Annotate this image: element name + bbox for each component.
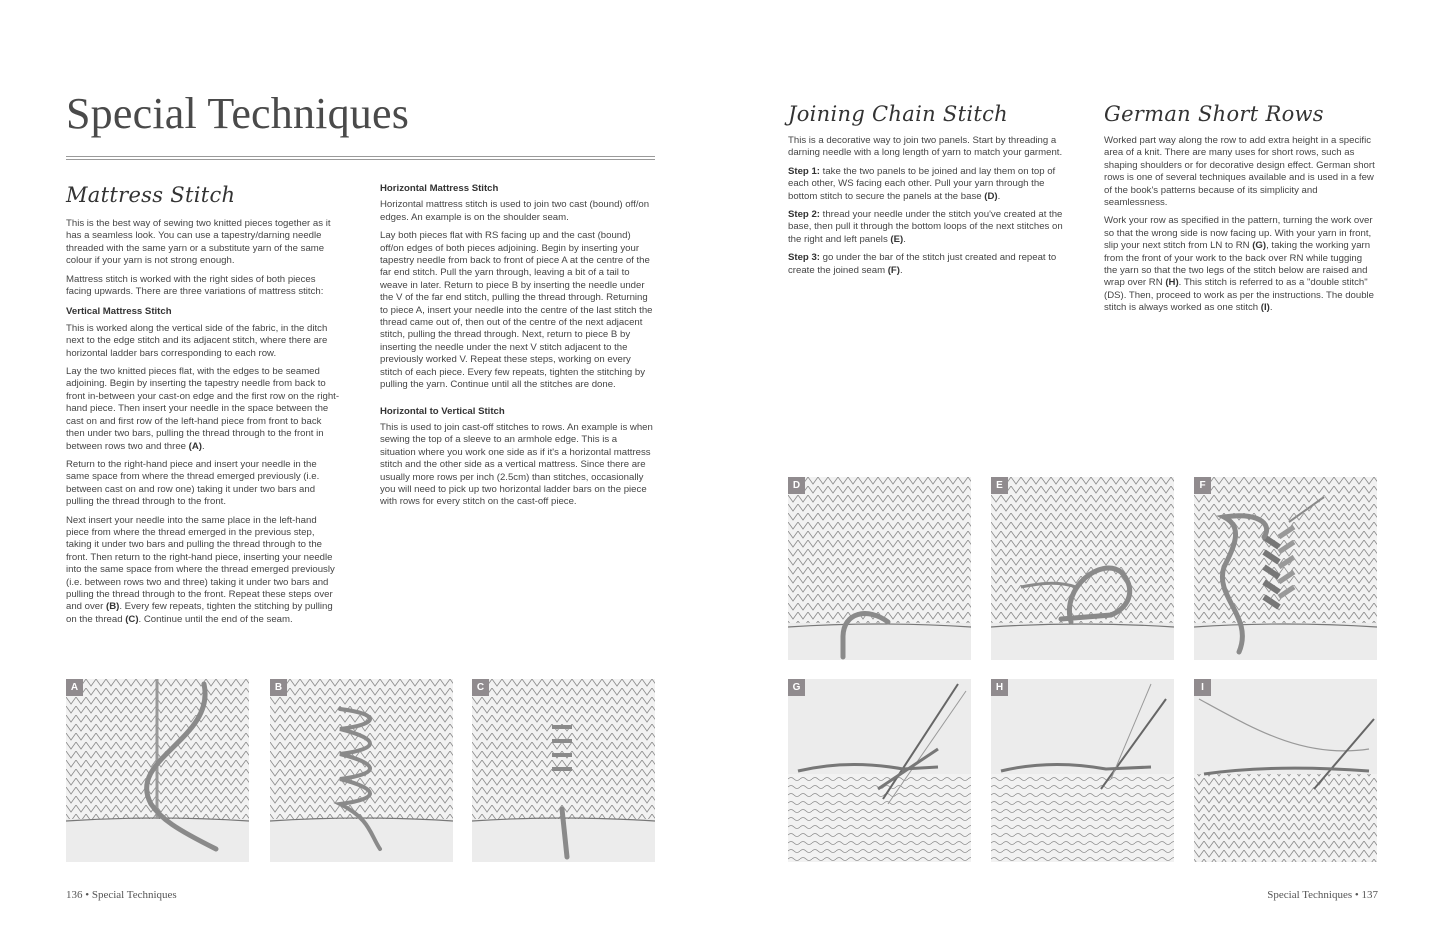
short-rows-2c: . This stitch is referred to as a "double stitch" (DS). Then, proceed to work as per the instructions. The double stitch is always worked as one stitch (1104, 277, 1375, 314)
left-column-1 (66, 218, 341, 632)
vertical-mattress-title: Vertical Mattress Stitch (66, 306, 172, 318)
german-short-rows-heading: German Short Rows (1104, 102, 1324, 126)
vertical-para-4-end: . Continue until the end of the seam. (138, 613, 293, 625)
ref-a: (A) (188, 440, 202, 452)
figure-e-illustration (991, 477, 1174, 660)
figure-i-illustration (1194, 679, 1377, 862)
figure-g-illustration (788, 679, 971, 862)
horizontal-to-vertical-para: This is used to join cast-off stitches to rows. An example is when sewing the top of a sleeve to an armhole edge. This is a situation where you work one side as if it's a horizontal mattress stitch and the other side as a vertical mattress. Since there are usually more rows per inch (2.5cm) than stitches, occasionally you will need to pick up two horizontal ladder bars on the piece with rows for every stitch on the cast-off piece. (380, 421, 653, 508)
figure-b (270, 679, 453, 862)
figure-f (1194, 477, 1377, 660)
vertical-para-4-mid: . Every few repeats, tighten the stitching by pulling on the thread (66, 601, 333, 625)
short-rows-2a: Work your row as specified in the pattern, turning the work over so that the wrong side is now facing up. With your yarn in front, slip your next stitch from LN to RN (1104, 215, 1373, 252)
chain-intro: This is a decorative way to join two panels. Start by threading a darning needle with a long length of yarn to match your garment. (788, 135, 1063, 159)
left-column-2 (380, 183, 655, 515)
vertical-para-4 (66, 515, 341, 627)
short-rows-2d: . (1269, 302, 1273, 314)
figure-a-illustration (66, 679, 249, 862)
chain-step-3: Step 3: go under the bar of the stitch just created and repeat to create the joined seam (F). (788, 252, 1057, 276)
step-1-text: take the two panels to be joined and lay them on top of each other, WS facing each other. Pull your yarn through the bottom stitch to secure the panels at the base (788, 165, 1056, 202)
figure-a-label: A (66, 679, 83, 696)
ref-i: (I) (1260, 302, 1270, 314)
figure-c (472, 679, 655, 862)
step-1-label: Step 1: (788, 165, 820, 177)
ref-b: (B) (106, 601, 120, 613)
chain-step-2: Step 2: thread your needle under the stitch you've created at the base, then pull it through the bottom loops of the next stitches on the right and left panels (E). (788, 209, 1063, 245)
figure-b-illustration (270, 679, 453, 862)
page-title: Special Techniques (66, 89, 410, 138)
figure-g (788, 679, 971, 862)
left-folio: 136 • Special Techniques (66, 889, 177, 901)
figure-h-illustration (991, 679, 1174, 862)
figure-g-label: G (788, 679, 805, 696)
horizontal-para-1: Horizontal mattress stitch is used to join two cast (bound) off/on edges. An example is on the shoulder seam. (380, 199, 650, 223)
mattress-stitch-heading: Mattress Stitch (66, 183, 236, 207)
right-column-2 (1104, 135, 1376, 321)
step-2-label: Step 2: (788, 209, 820, 221)
figure-h (991, 679, 1174, 862)
horizontal-to-vertical-title: Horizontal to Vertical Stitch (380, 405, 505, 417)
figure-d (788, 477, 971, 660)
title-rule (66, 156, 655, 160)
figure-e-label: E (991, 477, 1008, 494)
mattress-intro-2: Mattress stitch is worked with the right sides of both pieces facing upwards. There are three variations of mattress stitch: (66, 273, 324, 298)
figure-f-label: F (1194, 477, 1211, 494)
chain-step-1: Step 1: take the two panels to be joined and lay them on top of each other, WS facing each other. Pull your yarn through the bottom stitch to secure the panels at the base (D). (788, 165, 1056, 202)
vertical-para-2-text: Lay the two knitted pieces flat, with the edges to be seamed adjoining. Begin by inserting the tapestry needle from back to front in-between your cast-on edge and the first row on the right-hand piece. Then insert your needle in the space between the cast on and first row of the left-hand piece from front to back then under two bars, pulling the thread through to the front in between rows two and three (66, 366, 340, 452)
figure-f-illustration (1194, 477, 1377, 660)
horizontal-para-2: Lay both pieces flat with RS facing up and the cast (bound) off/on edges of both pieces adjoining. Begin by inserting your tapestry needle from back to front of piece A at the centre of the far end stitch. Pull the yarn through, leaving a bit of a tail to weave in later. Return to piece B by inserting the needle under the V of the far end stitch, pulling the thread through. Returning to piece A, insert your needle into the centre of the last stitch the thread came out of, then out of the centre of the next adjacent stitch, pulling the thread through. Next, return to piece B by inserting the needle under the next V stitch adjacent to the previously worked V. Repeat these steps, working on every stitch of each piece. Every few repeats, tighten the stitching by pulling the yarn. Continue until all the stitches are done. (380, 230, 653, 391)
figure-i-label: I (1194, 679, 1211, 696)
figure-h-label: H (991, 679, 1008, 696)
vertical-para-1: This is worked along the vertical side of the fabric, in the ditch next to the edge stitch and its adjacent stitch, where there are horizontal ladder bars corresponding to each row. (66, 322, 328, 359)
short-rows-para-2 (1104, 215, 1376, 314)
figure-d-illustration (788, 477, 971, 660)
step-3-label: Step 3: (788, 252, 820, 264)
joining-chain-heading: Joining Chain Stitch (788, 102, 1008, 126)
right-column-1 (788, 135, 1063, 283)
figure-d-label: D (788, 477, 805, 494)
figure-c-label: C (472, 679, 489, 696)
vertical-para-3: Return to the right-hand piece and insert your needle in the same space from where the thread emerged previously (i.e. between cast on and row one) taking it under two bars and pulling the thread through to the front. (66, 458, 320, 508)
right-folio: Special Techniques • 137 (1267, 889, 1378, 901)
figure-i (1194, 679, 1377, 862)
figure-c-illustration (472, 679, 655, 862)
step-3-text: go under the bar of the stitch just created and repeat to create the joined seam (788, 252, 1057, 276)
horizontal-mattress-title: Horizontal Mattress Stitch (380, 183, 499, 194)
figure-a (66, 679, 249, 862)
ref-g: (G) (1252, 240, 1267, 252)
short-rows-para-1: Worked part way along the row to add extra height in a specific area of a knit. There are many uses for short rows, such as shaping shoulders or for decorative design effect. German short rows is one of several techniques available and is used in a few of the book's patterns because of its simplicity and seamlessness. (1104, 135, 1375, 209)
figure-e (991, 477, 1174, 660)
vertical-para-4-text: Next insert your needle into the same place in the left-hand piece from where the thread emerged in the previous step, taking it under two bars and pulling the thread through to the front. Then return to the right-hand piece, inserting your needle into the same space from where the thread emerged previously (i.e. between rows two and three) taking it under two bars and pulling the thread through to the front. Repeat these steps over and over (66, 514, 335, 613)
ref-c: (C) (125, 613, 139, 625)
ref-h: (H) (1165, 277, 1179, 289)
mattress-intro-1: This is the best way of sewing two knitted pieces together as it has a seamless look. You can use a tapestry/darning needle threaded with the same yarn or a substitute yarn of the same colour if your yarn is not strong enough. (66, 218, 331, 267)
ref-f: (F) (887, 264, 900, 276)
figure-b-label: B (270, 679, 287, 696)
step-2-text: thread your needle under the stitch you've created at the base, then pull it through the bottom loops of the next stitches on the right and left panels (788, 209, 1063, 245)
vertical-para-2: Lay the two knitted pieces flat, with the edges to be seamed adjoining. Begin by inserting the tapestry needle from back to front in-between your cast-on edge and the first row on the right-hand piece. Then insert your needle in the space between the cast on and first row of the left-hand piece from front to back then under two bars, pulling the thread through to the front in between rows two and three (A). (66, 366, 340, 452)
short-rows-2b: , taking the working yarn from the front of your work to the back over RN while tugging the yarn so that the two legs of the stitch below are raised and wrap over RN (1104, 240, 1371, 289)
ref-d: (D) (984, 190, 998, 202)
ref-e: (E) (890, 233, 904, 245)
